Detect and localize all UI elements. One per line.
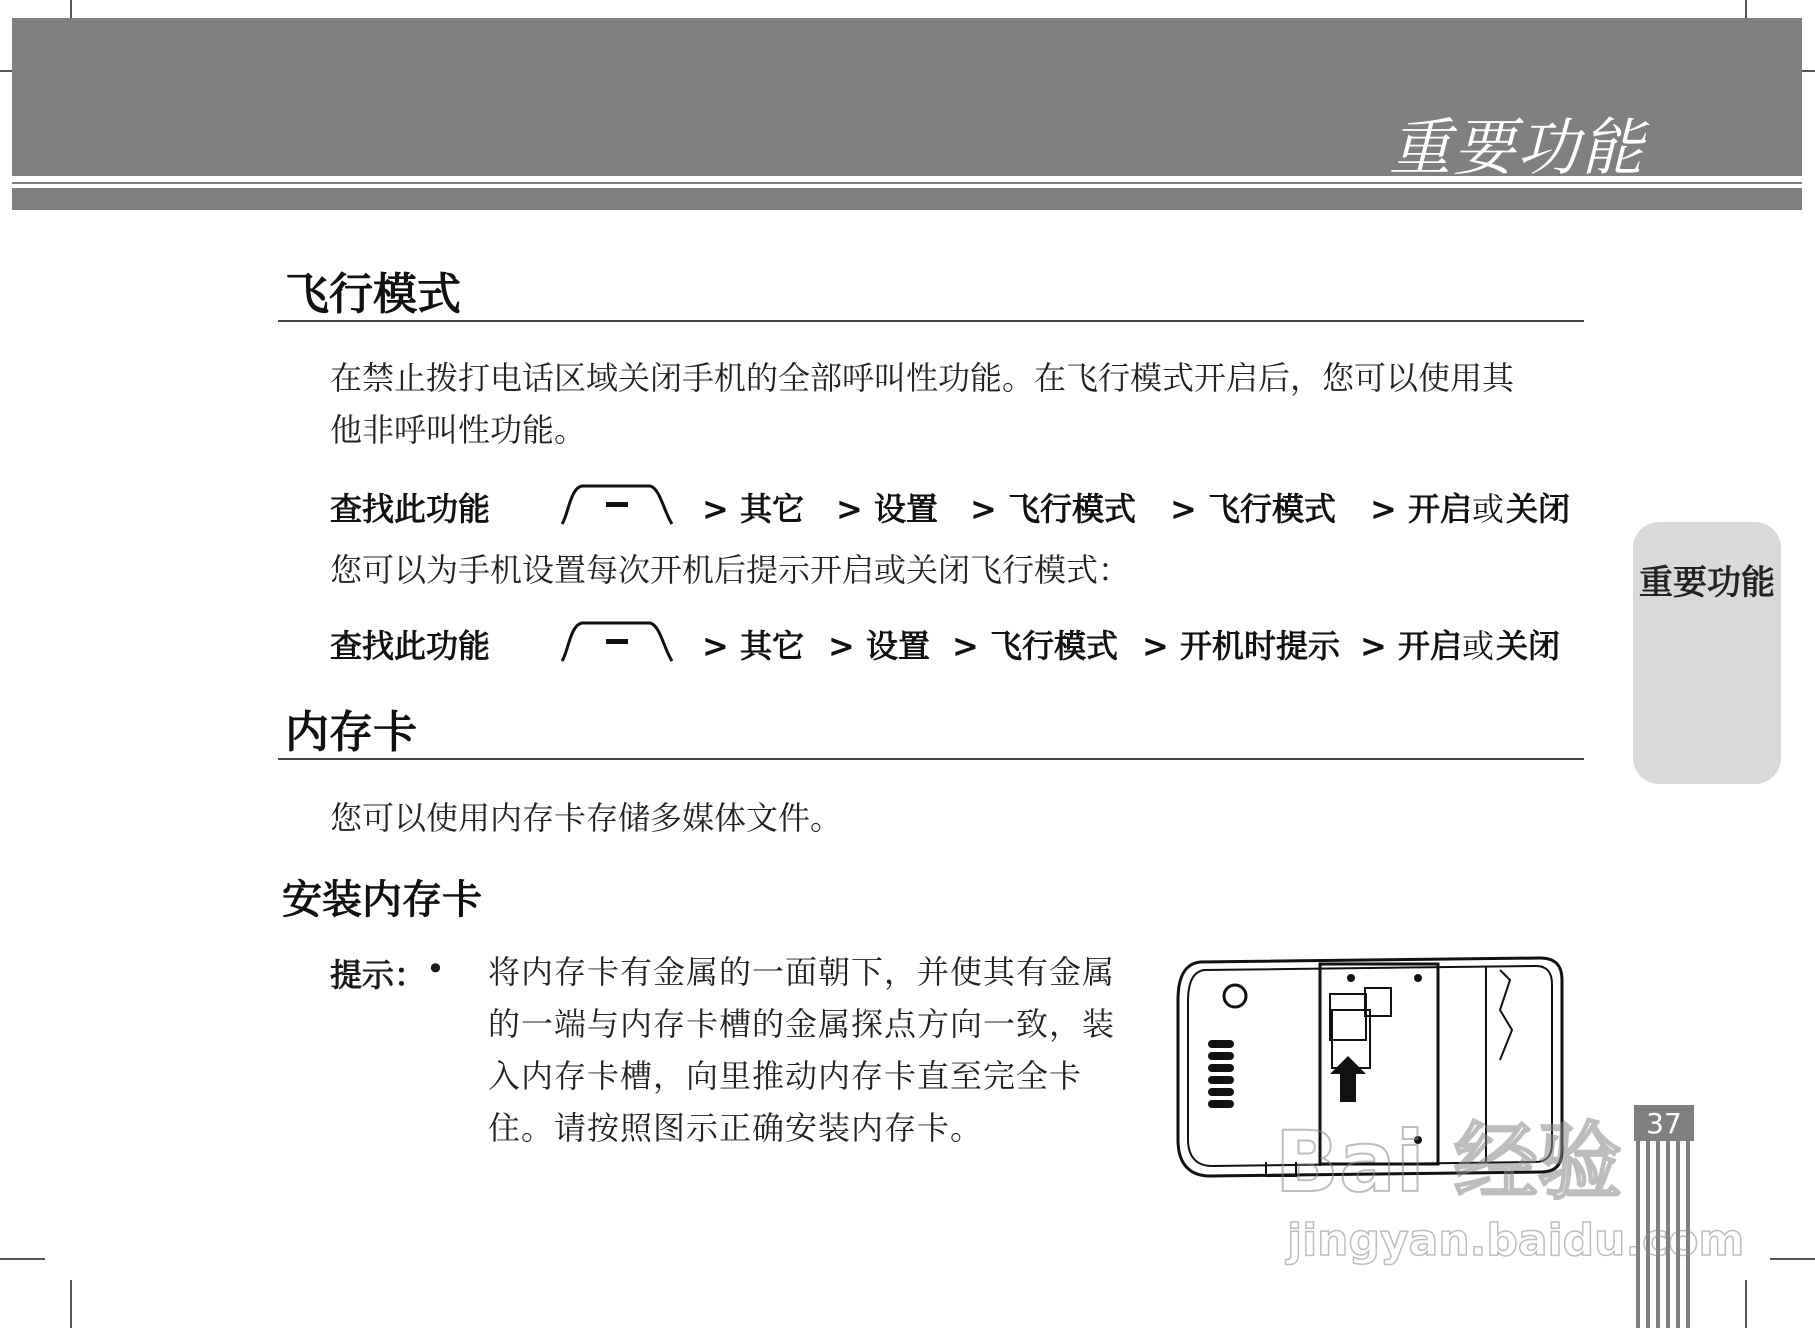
section-rule — [278, 758, 1584, 760]
section-heading-flight: 飞行模式 — [285, 269, 461, 320]
section-rule — [278, 320, 1584, 322]
flight-description-line2: 他非呼叫性功能。 — [330, 411, 587, 449]
crop-mark — [0, 70, 12, 72]
nav-step: 关闭 — [1506, 490, 1571, 528]
nav-step: > 设置 — [836, 490, 938, 528]
crop-mark — [1745, 1280, 1747, 1328]
nav-or: 或 — [1462, 627, 1495, 665]
chapter-title: 重要功能 — [1388, 111, 1645, 184]
nav-or: 或 — [1472, 490, 1505, 528]
watermark-brand: Bai 经验 — [1275, 1113, 1622, 1211]
left-soft-key-icon — [558, 615, 676, 665]
watermark-url: jingyan.baidu.com — [1287, 1215, 1745, 1266]
nav-step: > 飞行模式 — [970, 490, 1136, 528]
crop-mark — [1802, 70, 1815, 72]
flight-description-line1: 在禁止拨打电话区域关闭手机的全部呼叫性功能。在飞行模式开启后，您可以使用其 — [330, 359, 1515, 397]
section-heading-memory-card: 内存卡 — [285, 707, 417, 758]
nav-label: 查找此功能 — [330, 490, 491, 528]
nav-path-startup-prompt — [330, 615, 1590, 665]
crop-mark — [1770, 1258, 1815, 1260]
tip-text: 将内存卡有金属的一面朝下，并使其有金属的一端与内存卡槽的金属探点方向一致，装入内存卡槽，向里推动内存卡直至完全卡住。请按照图示正确安装内存卡。 — [488, 953, 1116, 1147]
side-chapter-tab — [1633, 522, 1781, 784]
nav-step: > 其它 — [702, 490, 804, 528]
baidu-jingyan-watermark — [1275, 1105, 1745, 1266]
nav-step: > 飞行模式 — [1170, 490, 1336, 528]
nav-step: > 开启 — [1370, 490, 1472, 528]
nav-label: 查找此功能 — [330, 627, 491, 665]
header-strip — [12, 188, 1802, 210]
page-number: 37 — [1646, 1107, 1682, 1140]
crop-mark — [70, 1280, 72, 1328]
nav-step: > 其它 — [702, 627, 804, 665]
crop-mark — [0, 1258, 45, 1260]
flight-prompt-text: 您可以为手机设置每次开机后提示开启或关闭飞行模式： — [330, 551, 1131, 589]
side-tab-text: 重要功能 — [1639, 563, 1775, 603]
memory-card-description: 您可以使用内存卡存储多媒体文件。 — [330, 799, 843, 837]
nav-step: > 开启 — [1360, 627, 1462, 665]
nav-step: 关闭 — [1496, 627, 1561, 665]
crop-mark — [70, 0, 72, 18]
tip-bullet: • — [426, 950, 445, 988]
nav-step: > 开机时提示 — [1142, 627, 1340, 665]
nav-path-flight — [330, 478, 1590, 528]
nav-step: > 飞行模式 — [952, 627, 1118, 665]
flight-description — [330, 352, 1590, 456]
left-soft-key-icon — [558, 478, 676, 528]
subsection-heading-install: 安装内存卡 — [282, 877, 482, 923]
tip-label: 提示： — [330, 956, 427, 994]
nav-step: > 设置 — [828, 627, 930, 665]
crop-mark — [1745, 0, 1747, 18]
